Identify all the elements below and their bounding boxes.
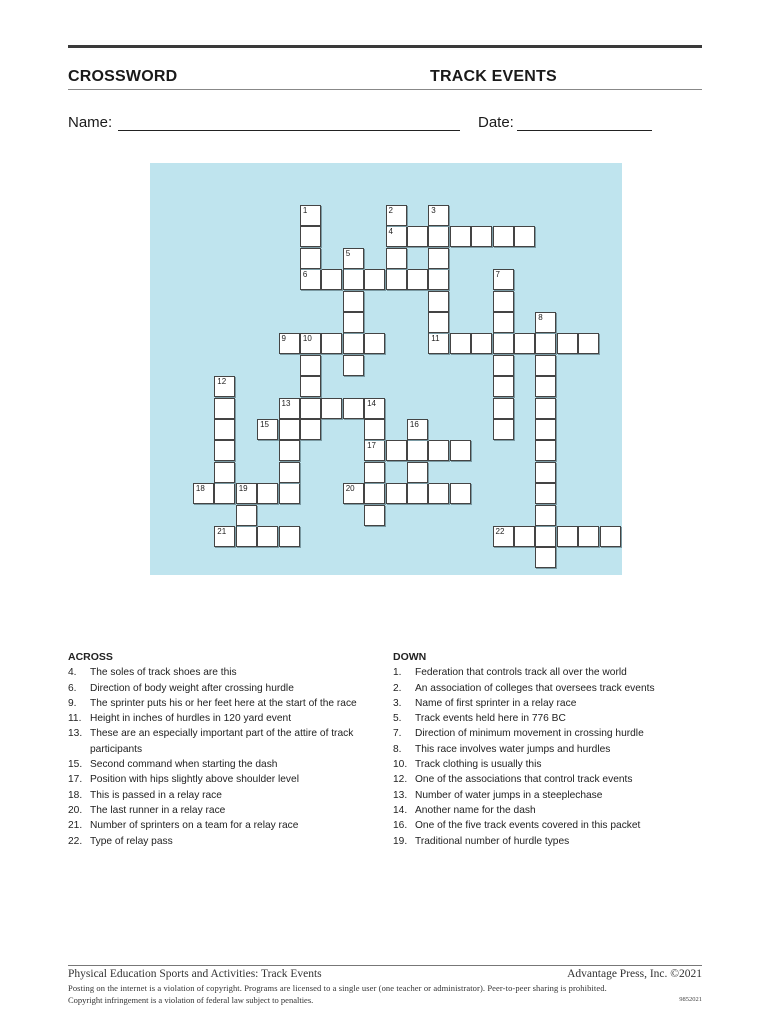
across-clue-list	[68, 665, 368, 849]
crossword-cell[interactable]	[279, 333, 300, 354]
across-clue-text: The sprinter puts his or her feet here at the start of the race	[90, 697, 357, 709]
down-clue-number: 2.	[393, 682, 402, 694]
footer-code: 9852021	[679, 996, 702, 1003]
crossword-cell[interactable]	[343, 355, 364, 376]
crossword-cell[interactable]	[428, 226, 449, 247]
crossword-cell[interactable]	[364, 333, 385, 354]
crossword-cell[interactable]	[428, 440, 449, 461]
crossword-cell[interactable]	[514, 333, 535, 354]
crossword-cell[interactable]	[407, 226, 428, 247]
crossword-cell[interactable]	[428, 205, 449, 226]
down-clue-text: Another name for the dash	[415, 804, 536, 816]
cell-number: 3	[431, 205, 436, 215]
cell-number: 1	[302, 205, 308, 215]
crossword-cell[interactable]	[343, 312, 364, 333]
crossword-cell[interactable]	[364, 440, 385, 461]
crossword-cell[interactable]	[493, 269, 514, 290]
top-rule	[68, 45, 702, 48]
down-clue-text: Track events held here in 776 BC	[415, 713, 566, 725]
crossword-cell[interactable]	[214, 462, 235, 483]
down-clue-text: Traditional number of hurdle types	[415, 835, 570, 847]
cell-number: 20	[345, 484, 355, 494]
cell-number: 11	[431, 334, 440, 344]
across-clue-number: 6.	[68, 682, 77, 694]
crossword-cell[interactable]	[279, 462, 300, 483]
down-clue-number: 7.	[393, 728, 402, 740]
crossword-cell[interactable]	[535, 312, 556, 333]
across-clue-text: Type of relay pass	[90, 835, 173, 847]
down-clue-text: Name of first sprinter in a relay race	[415, 697, 577, 709]
cell-number: 21	[217, 526, 227, 536]
down-clue	[393, 772, 703, 787]
cell-number: 6	[302, 270, 308, 280]
crossword-cell[interactable]	[236, 483, 257, 504]
across-clue	[68, 772, 368, 787]
crossword-cell[interactable]	[279, 526, 300, 547]
crossword-cell[interactable]	[578, 333, 599, 354]
across-clue	[68, 726, 368, 757]
crossword-cell[interactable]	[493, 312, 514, 333]
crossword-cell[interactable]	[493, 419, 514, 440]
crossword-cell[interactable]	[428, 291, 449, 312]
date-label: Date:	[478, 114, 514, 131]
crossword-cell[interactable]	[300, 355, 321, 376]
footer-legal-notice-2: Copyright infringement is a violation of federal law subject to penalties.	[68, 995, 314, 1005]
down-clue	[393, 681, 703, 696]
crossword-cell[interactable]	[300, 248, 321, 269]
crossword-cell[interactable]	[300, 376, 321, 397]
down-clue	[393, 696, 703, 711]
crossword-cell[interactable]	[279, 419, 300, 440]
crossword-cell[interactable]	[535, 526, 556, 547]
across-clue	[68, 818, 368, 833]
crossword-cell[interactable]	[471, 226, 492, 247]
across-clue	[68, 711, 368, 726]
down-clue	[393, 803, 703, 818]
down-clue	[393, 665, 703, 680]
crossword-cell[interactable]	[535, 419, 556, 440]
crossword-cell[interactable]	[535, 483, 556, 504]
crossword-cell[interactable]	[535, 440, 556, 461]
across-clue-number: 21.	[68, 820, 83, 832]
across-clue-text: These are an especially important part of the attire of track participants	[90, 728, 354, 755]
down-clue-number: 16.	[393, 820, 408, 832]
crossword-cell[interactable]	[386, 205, 407, 226]
crossword-cell[interactable]	[343, 483, 364, 504]
crossword-cell[interactable]	[407, 462, 428, 483]
cell-number: 18	[195, 484, 205, 494]
down-clue	[393, 711, 703, 726]
crossword-cell[interactable]	[428, 269, 449, 290]
crossword-cell[interactable]	[279, 398, 300, 419]
crossword-cell[interactable]	[300, 205, 321, 226]
down-clue-text: An association of colleges that oversees track events	[415, 682, 655, 694]
cell-number: 2	[388, 205, 393, 215]
crossword-cell[interactable]	[321, 398, 342, 419]
across-clue	[68, 696, 368, 711]
down-clue	[393, 742, 703, 757]
crossword-cell[interactable]	[214, 376, 235, 397]
crossword-cell[interactable]	[236, 505, 257, 526]
down-clue-text: Direction of minimum movement in crossing hurdle	[415, 728, 644, 740]
crossword-cell[interactable]	[343, 269, 364, 290]
crossword-cell[interactable]	[364, 483, 385, 504]
cell-number: 9	[281, 334, 286, 344]
down-clue	[393, 834, 703, 849]
footer-rule	[68, 965, 702, 966]
across-clue	[68, 803, 368, 818]
crossword-cell[interactable]	[407, 419, 428, 440]
crossword-cell[interactable]	[428, 312, 449, 333]
across-clue-text: Height in inches of hurdles in 120 yard event	[90, 713, 292, 725]
footer-legal-notice: Posting on the internet is a violation of copyright. Programs are licensed to a single user (one teacher or administrator). Peer-to-peer sharing is prohibited.	[68, 983, 607, 993]
crossword-cell[interactable]	[535, 547, 556, 568]
date-line[interactable]	[517, 130, 652, 131]
cell-number: 19	[238, 484, 248, 494]
down-clue	[393, 818, 703, 833]
crossword-cell[interactable]	[300, 333, 321, 354]
across-clue	[68, 834, 368, 849]
title-rule	[68, 89, 702, 90]
worksheet-title: TRACK EVENTS	[430, 68, 557, 85]
across-clue-text: Direction of body weight after crossing hurdle	[90, 682, 294, 694]
crossword-cell[interactable]	[343, 248, 364, 269]
crossword-cell[interactable]	[300, 269, 321, 290]
cell-number: 16	[409, 419, 419, 429]
crossword-cell[interactable]	[300, 398, 321, 419]
crossword-cell[interactable]	[514, 226, 535, 247]
crossword-cell[interactable]	[214, 483, 235, 504]
crossword-cell[interactable]	[214, 398, 235, 419]
crossword-cell[interactable]	[300, 226, 321, 247]
cell-number: 12	[217, 377, 227, 387]
down-clue-number: 10.	[393, 759, 408, 771]
crossword-cell[interactable]	[493, 333, 514, 354]
crossword-cell[interactable]	[535, 355, 556, 376]
cell-number: 13	[281, 398, 291, 408]
across-clue	[68, 757, 368, 772]
crossword-cell[interactable]	[364, 398, 385, 419]
down-clue-text: One of the associations that control track events	[415, 774, 633, 786]
down-clue-text: Number of water jumps in a steeplechase	[415, 789, 603, 801]
down-clue-text: Track clothing is usually this	[415, 759, 542, 771]
across-clue-number: 18.	[68, 789, 83, 801]
crossword-cell[interactable]	[450, 483, 471, 504]
crossword-cell[interactable]	[364, 462, 385, 483]
down-clue-number: 13.	[393, 789, 408, 801]
crossword-cell[interactable]	[364, 419, 385, 440]
down-clue	[393, 726, 703, 741]
crossword-cell[interactable]	[214, 440, 235, 461]
crossword-cell[interactable]	[214, 526, 235, 547]
crossword-cell[interactable]	[493, 526, 514, 547]
crossword-cell[interactable]	[386, 440, 407, 461]
crossword-cell[interactable]	[535, 376, 556, 397]
across-heading: ACROSS	[68, 651, 113, 663]
crossword-cell[interactable]	[535, 398, 556, 419]
crossword-cell[interactable]	[407, 269, 428, 290]
across-clue-number: 4.	[68, 667, 77, 679]
crossword-cell[interactable]	[535, 462, 556, 483]
crossword-cell[interactable]	[257, 483, 278, 504]
across-clue-number: 13.	[68, 728, 83, 740]
down-clue	[393, 788, 703, 803]
down-clue-text: This race involves water jumps and hurdles	[415, 743, 611, 755]
down-heading: DOWN	[393, 651, 427, 663]
crossword-cell[interactable]	[450, 226, 471, 247]
footer-book-title: Physical Education Sports and Activities: Track Events	[68, 968, 322, 980]
cell-number: 7	[495, 270, 500, 280]
crossword-cell[interactable]	[193, 483, 214, 504]
crossword-cell[interactable]	[493, 355, 514, 376]
across-clue-number: 20.	[68, 804, 83, 816]
crossword-cell[interactable]	[279, 440, 300, 461]
crossword-cell[interactable]	[386, 248, 407, 269]
across-clue-text: The last runner in a relay race	[90, 804, 226, 816]
crossword-cell[interactable]	[300, 419, 321, 440]
across-clue	[68, 681, 368, 696]
down-clue-list	[393, 665, 703, 849]
down-clue-number: 12.	[393, 774, 408, 786]
down-clues	[393, 650, 703, 849]
crossword-cell[interactable]	[535, 505, 556, 526]
crossword-cell[interactable]	[578, 526, 599, 547]
cell-number: 10	[302, 334, 312, 344]
cell-number: 17	[367, 441, 376, 451]
crossword-cell[interactable]	[386, 269, 407, 290]
down-clue-number: 3.	[393, 697, 402, 709]
down-clue-number: 19.	[393, 835, 408, 847]
crossword-cell[interactable]	[535, 333, 556, 354]
crossword-cell[interactable]	[450, 333, 471, 354]
down-clue-number: 8.	[393, 743, 402, 755]
crossword-cell[interactable]	[428, 483, 449, 504]
across-clue-text: The soles of track shoes are this	[90, 667, 237, 679]
down-clue-text: One of the five track events covered in this packet	[415, 820, 641, 832]
down-clue-number: 5.	[393, 713, 402, 725]
crossword-cell[interactable]	[471, 333, 492, 354]
name-label: Name:	[68, 114, 113, 131]
cell-number: 14	[367, 398, 376, 408]
name-line[interactable]	[118, 130, 460, 131]
crossword-cell[interactable]	[257, 419, 278, 440]
crossword-cell[interactable]	[493, 398, 514, 419]
crossword-cell[interactable]	[428, 333, 449, 354]
cell-number: 15	[260, 419, 269, 429]
crossword-cell[interactable]	[386, 226, 407, 247]
across-clue-number: 22.	[68, 835, 83, 847]
across-clue-number: 17.	[68, 774, 83, 786]
worksheet-type: CROSSWORD	[68, 68, 178, 85]
crossword-cell[interactable]	[321, 269, 342, 290]
across-clue-text: Number of sprinters on a team for a relay race	[90, 820, 299, 832]
crossword-cell[interactable]	[279, 483, 300, 504]
crossword-cell[interactable]	[428, 248, 449, 269]
crossword-grid	[150, 163, 622, 575]
crossword-cell[interactable]	[407, 483, 428, 504]
crossword-cell[interactable]	[343, 398, 364, 419]
across-clue-number: 11.	[68, 713, 82, 725]
crossword-cell[interactable]	[364, 505, 385, 526]
cell-number: 8	[538, 312, 543, 322]
crossword-cell[interactable]	[450, 440, 471, 461]
cell-number: 5	[345, 248, 351, 258]
across-clues	[68, 650, 368, 849]
crossword-cell[interactable]	[343, 333, 364, 354]
across-clue-text: Position with hips slightly above shoulder level	[90, 774, 299, 786]
crossword-cell[interactable]	[493, 376, 514, 397]
crossword-cell[interactable]	[214, 419, 235, 440]
across-clue-number: 15.	[68, 759, 83, 771]
crossword-cell[interactable]	[493, 226, 514, 247]
crossword-cell[interactable]	[343, 291, 364, 312]
down-clue-number: 14.	[393, 804, 408, 816]
down-clue	[393, 757, 703, 772]
across-clue-number: 9.	[68, 697, 77, 709]
crossword-cell[interactable]	[514, 526, 535, 547]
cell-number: 22	[495, 526, 505, 536]
down-clue-number: 1.	[393, 667, 402, 679]
across-clue-text: This is passed in a relay race	[90, 789, 222, 801]
across-clue	[68, 665, 368, 680]
cell-number: 4	[388, 227, 393, 237]
across-clue	[68, 788, 368, 803]
crossword-cell[interactable]	[236, 526, 257, 547]
crossword-cell[interactable]	[257, 526, 278, 547]
footer-publisher: Advantage Press, Inc. ©2021	[567, 968, 702, 980]
crossword-cell[interactable]	[557, 526, 578, 547]
crossword-cell[interactable]	[600, 526, 621, 547]
crossword-cell[interactable]	[557, 333, 578, 354]
across-clue-text: Second command when starting the dash	[90, 759, 278, 771]
down-clue-text: Federation that controls track all over the world	[415, 667, 627, 679]
crossword-cell[interactable]	[407, 440, 428, 461]
crossword-cell[interactable]	[386, 483, 407, 504]
crossword-cell[interactable]	[364, 269, 385, 290]
crossword-cell[interactable]	[321, 333, 342, 354]
crossword-cell[interactable]	[493, 291, 514, 312]
